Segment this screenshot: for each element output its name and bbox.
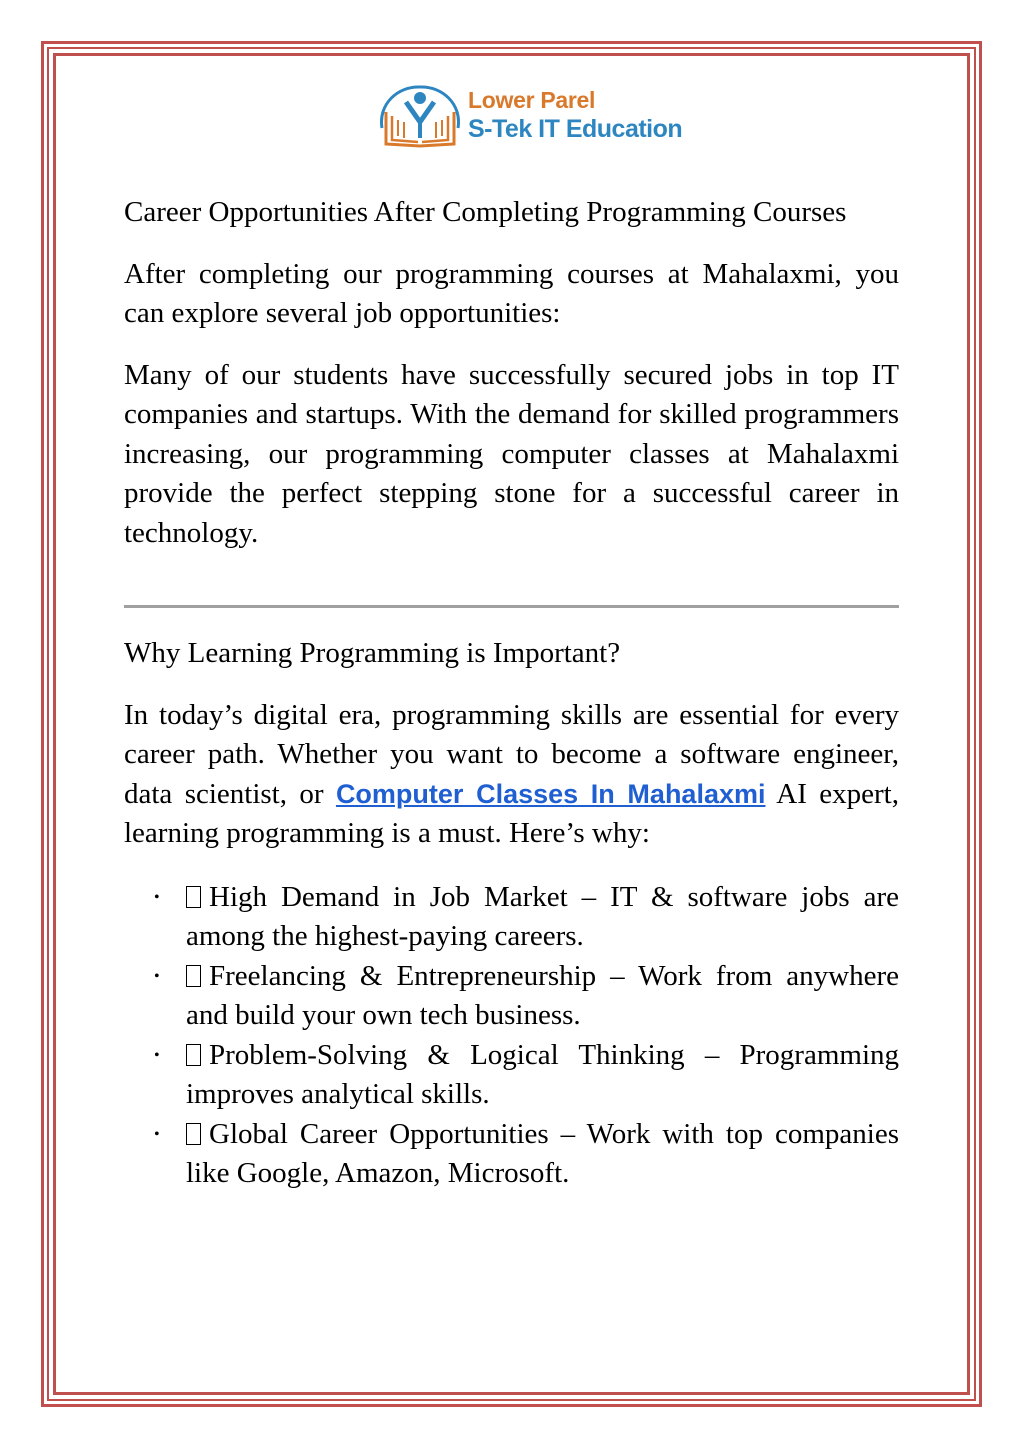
logo-text-brand: S-Tek IT Education <box>468 115 683 143</box>
paragraph-students: Many of our students have successfully secured jobs in top IT companies and startups. With the demand for skilled programmers increasing, our programming computer classes at Mahalaxmi provide the perfect stepping stone for a successful career in technology. <box>124 358 899 549</box>
missing-glyph-icon <box>186 1123 201 1145</box>
bullet-dot: • <box>154 1046 160 1064</box>
horizontal-divider <box>124 605 899 608</box>
list-item <box>124 878 899 957</box>
missing-glyph-icon <box>186 1044 201 1066</box>
list-item-text: Freelancing & Entrepreneurship – Work from anywhere and build your own tech business. <box>186 959 899 1031</box>
list-item <box>124 1036 899 1115</box>
logo-text-location: Lower Parel <box>468 87 596 113</box>
list-item <box>124 957 899 1036</box>
book-person-logo-icon <box>376 82 464 152</box>
missing-glyph-icon <box>186 965 201 987</box>
section-heading-career: Career Opportunities After Completing Programming Courses <box>124 196 847 228</box>
paragraph-digital-era <box>124 696 899 854</box>
list-item-text: Problem-Solving & Logical Thinking – Programming improves analytical skills. <box>186 1038 899 1110</box>
paragraph-text-before-link: In today’s digital era, programming skills are essential for every career path. Whether you want to become a software engineer, data scientist, or <box>124 698 899 810</box>
reasons-list <box>124 878 899 1194</box>
bullet-dot: • <box>154 1125 160 1143</box>
document-content <box>124 193 899 1194</box>
computer-classes-link[interactable]: Computer Classes In Mahalaxmi <box>335 778 766 809</box>
list-item <box>124 1115 899 1194</box>
missing-glyph-icon <box>186 886 201 908</box>
paragraph-intro: After completing our programming courses at Mahalaxmi, you can explore several job opportunities: <box>124 257 899 329</box>
list-item-text: High Demand in Job Market – IT & software jobs are among the highest-paying careers. <box>186 880 899 952</box>
section-heading-why: Why Learning Programming is Important? <box>124 637 621 669</box>
bullet-dot: • <box>154 888 160 906</box>
paragraph-text-after-link: AI expert, learning programming is a must. Here’s why: <box>124 777 899 849</box>
bullet-dot: • <box>154 967 160 985</box>
logo <box>376 82 683 152</box>
list-item-text: Global Career Opportunities – Work with top companies like Google, Amazon, Microsoft. <box>186 1117 899 1189</box>
